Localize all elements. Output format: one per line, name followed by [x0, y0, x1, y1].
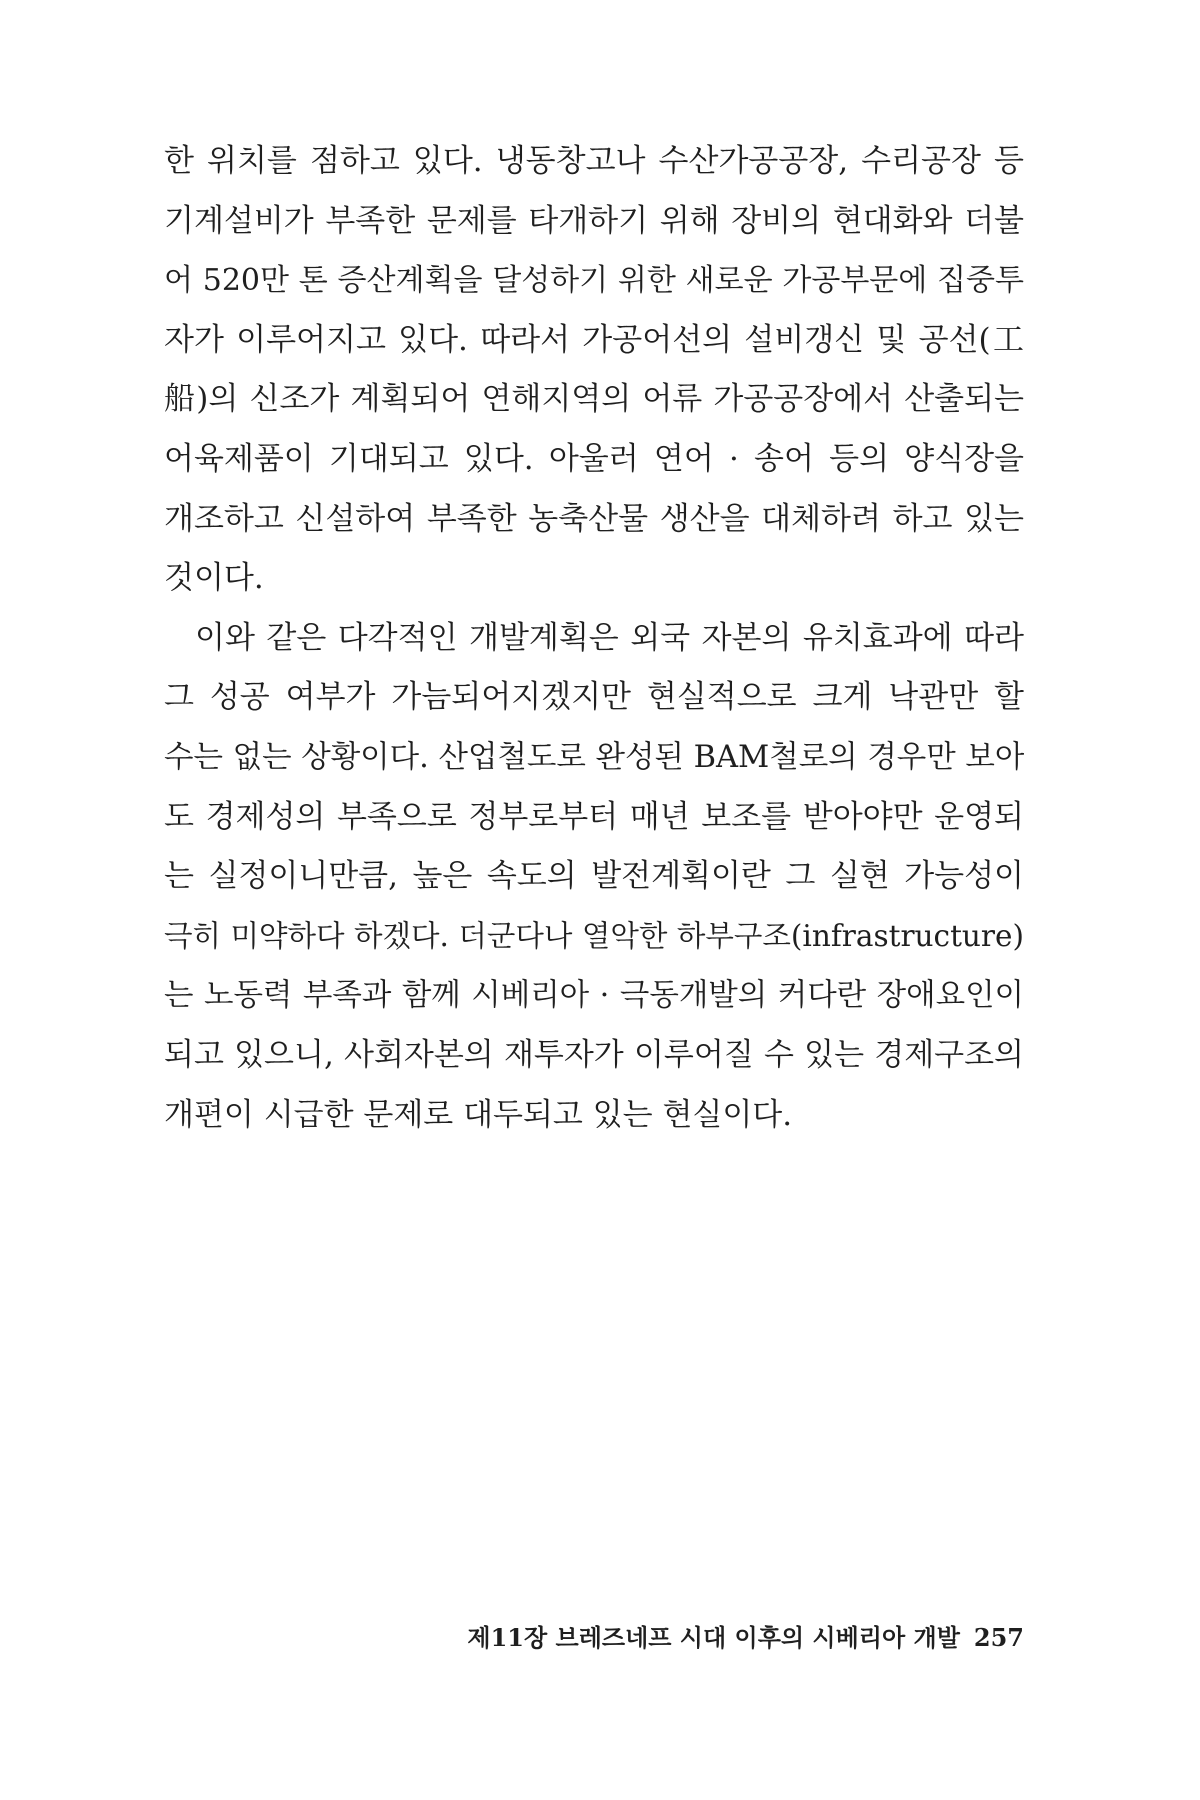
- text-line: 어 520만 톤 증산계획을 달성하기 위한 새로운 가공부문에 집중투: [164, 263, 1024, 299]
- text-line: 어육제품이 기대되고 있다. 아울러 연어 · 송어 등의 양식장을: [164, 440, 1024, 477]
- text-line: 기계설비가 부족한 문제를 타개하기 위해 장비의 현대화와 더불: [164, 202, 1024, 239]
- text-line: 되고 있으니, 사회자본의 재투자가 이루어질 수 있는 경제구조의: [164, 1036, 1024, 1073]
- text-line: 수는 없는 상황이다. 산업철도로 완성된 BAM철로의 경우만 보아: [164, 739, 1024, 775]
- paragraph-1: [164, 132, 1024, 609]
- text-line: 한 위치를 점하고 있다. 냉동창고나 수산가공공장, 수리공장 등: [164, 143, 1024, 179]
- page-number: 257: [973, 1623, 1024, 1652]
- text-line: 는 실정이니만큼, 높은 속도의 발전계획이란 그 실현 가능성이: [164, 858, 1024, 895]
- paragraph-2: [164, 609, 1024, 1145]
- text-line: 개편이 시급한 문제로 대두되고 있는 현실이다.: [164, 1096, 793, 1133]
- text-line: 극히 미약하다 하겠다. 더군다나 열악한 하부구조(infrastructure): [164, 918, 1024, 953]
- text-line: 개조하고 신설하여 부족한 농축산물 생산을 대체하려 하고 있는: [164, 500, 1024, 537]
- body-text: [164, 132, 1024, 1145]
- text-line: 船)의 신조가 계획되어 연해지역의 어류 가공공장에서 산출되는: [164, 381, 1024, 418]
- text-line: 이와 같은 다각적인 개발계획은 외국 자본의 유치효과에 따라: [195, 619, 1024, 656]
- text-line: 자가 이루어지고 있다. 따라서 가공어선의 설비갱신 및 공선(工: [164, 321, 1024, 358]
- text-line: 것이다.: [164, 560, 264, 597]
- running-head: 제11장 브레즈네프 시대 이후의 시베리아 개발: [467, 1623, 960, 1652]
- page-footer: [164, 1618, 1024, 1653]
- text-line: 도 경제성의 부족으로 정부로부터 매년 보조를 받아야만 운영되: [164, 798, 1024, 835]
- text-line: 는 노동력 부족과 함께 시베리아 · 극동개발의 커다란 장애요인이: [164, 978, 1024, 1014]
- text-line: 그 성공 여부가 가늠되어지겠지만 현실적으로 크게 낙관만 할: [164, 679, 1024, 716]
